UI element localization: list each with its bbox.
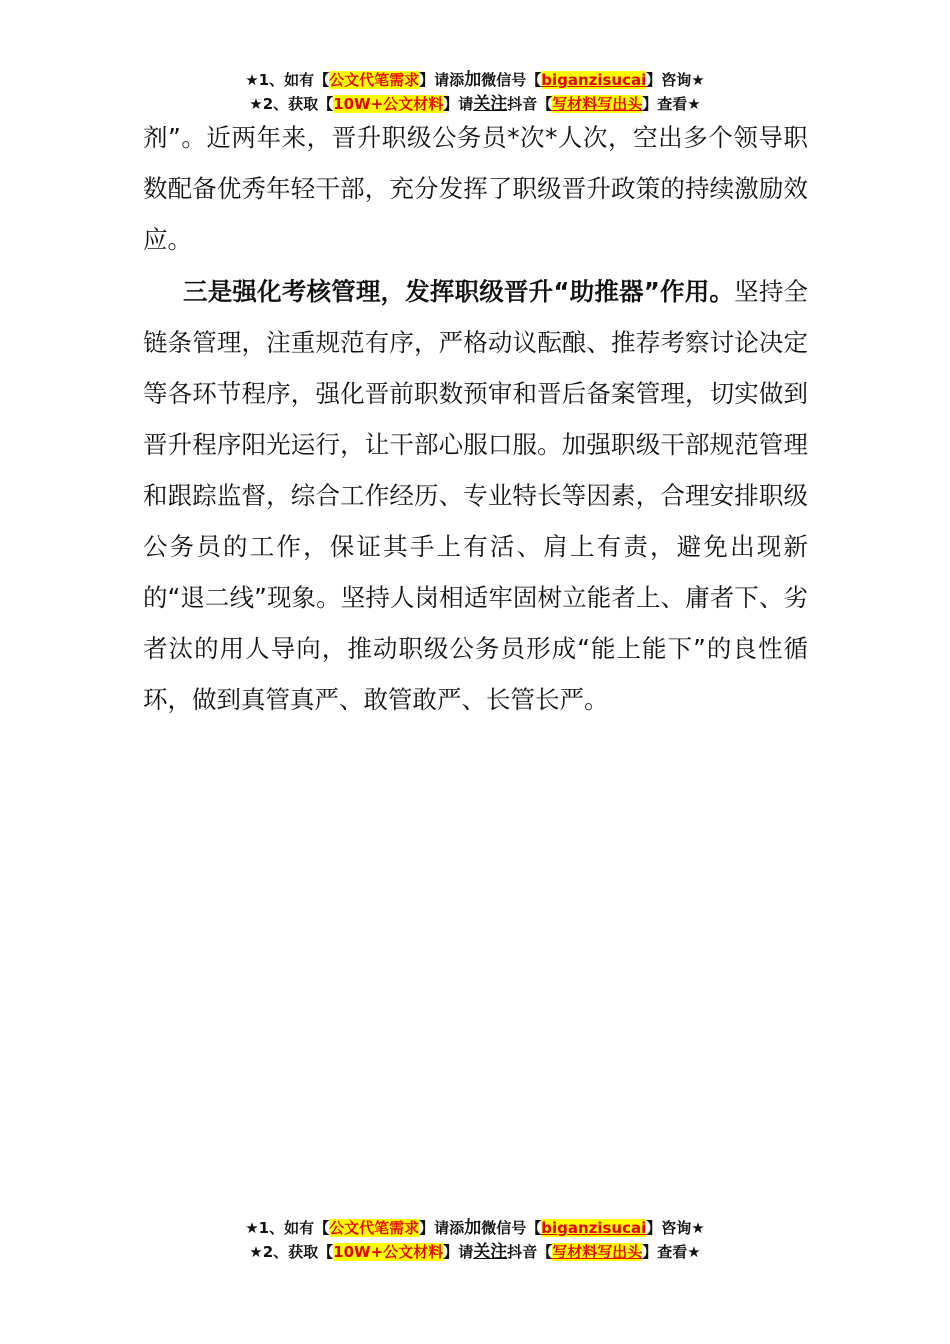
promo-line-1-text: 请添: [434, 71, 465, 89]
promo-line-1-suffix: 咨询★: [661, 71, 705, 89]
header-promo-banner: [0, 68, 950, 116]
promo-line-2-text-2: 抖音: [507, 1243, 538, 1261]
promo-line-2-text-2: 抖音: [507, 95, 538, 113]
highlight-materials: 10W+公文材料: [333, 1243, 444, 1261]
bracket-open: 【: [314, 1219, 330, 1237]
promo-line-1-prefix: ★1、如有: [245, 71, 315, 89]
douyin-account-link[interactable]: 写材料写出头: [552, 1243, 643, 1261]
promo-line-2: [0, 1240, 950, 1264]
document-body: [143, 112, 808, 725]
bracket-open: 【: [526, 1219, 542, 1237]
wechat-id-link[interactable]: biganzisucai: [541, 71, 647, 89]
promo-line-1-emphasis: 加: [464, 70, 482, 90]
bracket-close: 】: [642, 95, 658, 113]
promo-line-2-prefix: ★2、获取: [249, 1243, 319, 1261]
highlight-ghostwriting: 公文代笔需求: [329, 71, 420, 89]
bracket-close: 】: [419, 1219, 435, 1237]
bracket-open: 【: [537, 1243, 553, 1261]
bracket-open: 【: [314, 71, 330, 89]
promo-line-2-prefix: ★2、获取: [249, 95, 319, 113]
promo-line-2-emphasis: 关注: [473, 1242, 508, 1262]
promo-line-1: [0, 68, 950, 92]
promo-line-2-emphasis: 关注: [473, 94, 508, 114]
promo-line-2-suffix: 查看★: [657, 95, 701, 113]
bracket-close: 】: [443, 95, 459, 113]
bracket-open: 【: [318, 1243, 334, 1261]
paragraph-continuation: 剂”。近两年来，晋升职级公务员*次*人次，空出多个领导职数配备优秀年轻干部，充分发挥了职级晋升政策的持续激励效应。: [143, 123, 808, 254]
bracket-close: 】: [443, 1243, 459, 1261]
promo-line-1-text-2: 微信号: [481, 1219, 527, 1237]
paragraph-assessment: [143, 266, 808, 725]
bracket-close: 】: [646, 71, 662, 89]
bracket-close: 】: [646, 1219, 662, 1237]
bracket-open: 【: [537, 95, 553, 113]
promo-line-1: [0, 1216, 950, 1240]
promo-line-1-prefix: ★1、如有: [245, 1219, 315, 1237]
promo-line-1-emphasis: 加: [464, 1218, 482, 1238]
bracket-close: 】: [642, 1243, 658, 1261]
wechat-id-link[interactable]: biganzisucai: [541, 1219, 647, 1237]
footer-promo-banner: [0, 1216, 950, 1264]
promo-line-1-text-2: 微信号: [481, 71, 527, 89]
promo-line-1-suffix: 咨询★: [661, 1219, 705, 1237]
highlight-materials: 10W+公文材料: [333, 95, 444, 113]
bracket-close: 】: [419, 71, 435, 89]
bracket-open: 【: [318, 95, 334, 113]
promo-line-2-text: 请: [458, 1243, 474, 1261]
bracket-open: 【: [526, 71, 542, 89]
paragraph-heading: 三是强化考核管理，发挥职级晋升“助推器”作用。: [183, 277, 735, 306]
highlight-ghostwriting: 公文代笔需求: [329, 1219, 420, 1237]
promo-line-2-text: 请: [458, 95, 474, 113]
promo-line-2-suffix: 查看★: [657, 1243, 701, 1261]
douyin-account-link[interactable]: 写材料写出头: [552, 95, 643, 113]
paragraph-text: 坚持全链条管理，注重规范有序，严格动议酝酿、推荐考察讨论决定等各环节程序，强化晋前职数预审和晋后备案管理，切实做到晋升程序阳光运行，让干部心服口服。加强职级干部规范管理和跟踪监督，综合工作经历、专业特长等因素，合理安排职级公务员的工作，保证其手上有活、肩上有责，避免出现新的“退二线”现象。坚持人岗相适牢固树立能者上、庸者下、劣者汰的用人导向，推动职级公务员形成“能上能下”的良性循环，做到真管真严、敢管敢严、长管长严。: [143, 277, 809, 714]
promo-line-1-text: 请添: [434, 1219, 465, 1237]
